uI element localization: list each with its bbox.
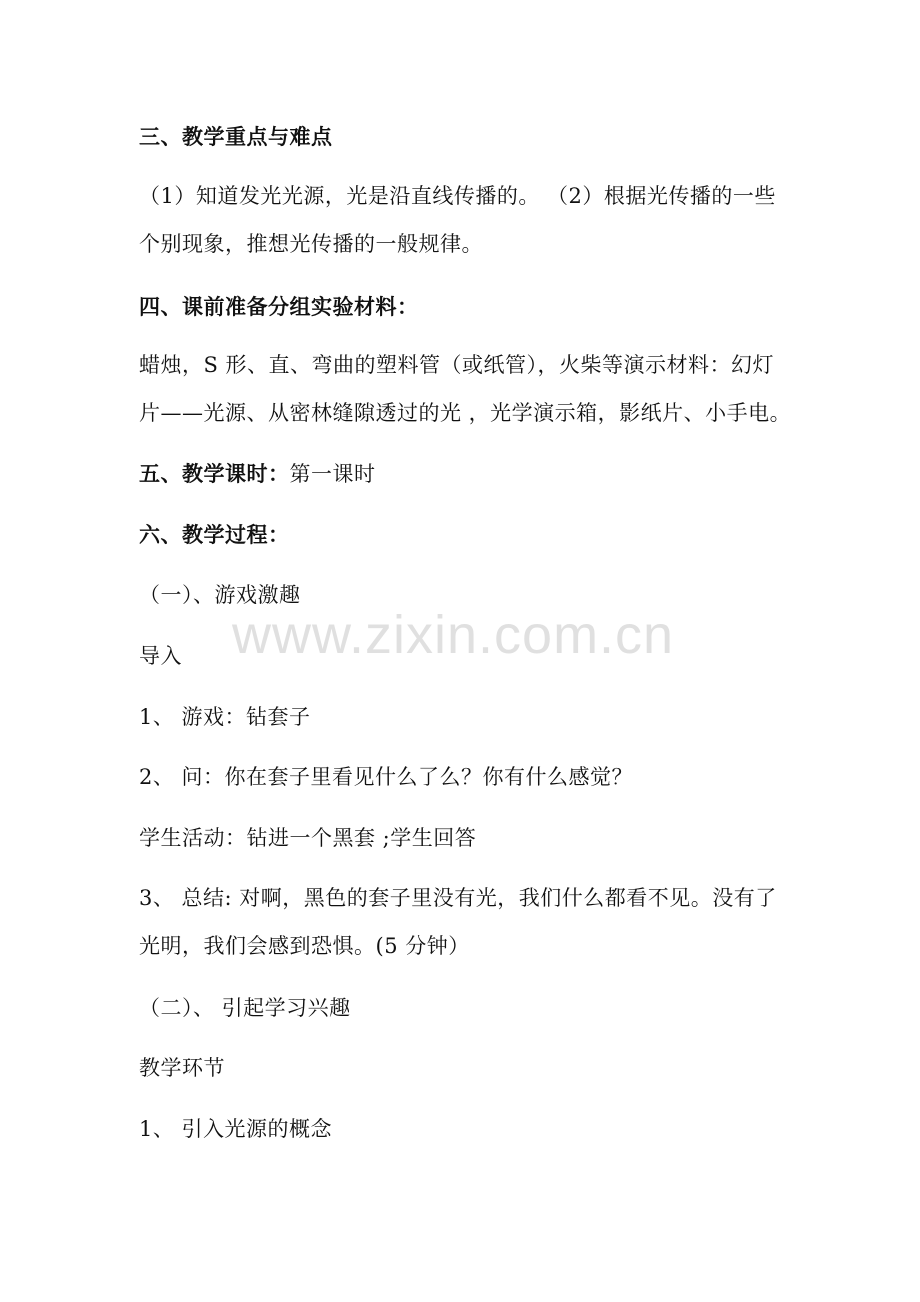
section-3-line-2: 个别现象，推想光传播的一般规律。	[139, 232, 483, 256]
section-5	[139, 460, 376, 488]
part-2-subtitle: 教学环节	[139, 1056, 225, 1080]
section-4-line-1: 蜡烛，S 形、直、弯曲的塑料管（或纸管），火柴等演示材料：幻灯	[139, 353, 775, 377]
section-5-label: 五、教学课时：	[139, 461, 290, 486]
part-2-item-1: 1、 引入光源的概念	[139, 1117, 333, 1141]
section-3-line-1: （1）知道发光光源，光是沿直线传播的。 （2）根据光传播的一些	[139, 184, 776, 208]
watermark: www.zixin.com.cn	[232, 605, 675, 665]
section-3-title: 三、教学重点与难点	[139, 124, 333, 149]
part-1-item-1: 1、 游戏：钻套子	[139, 705, 311, 729]
section-5-value: 第一课时	[289, 462, 376, 486]
section-6-title: 六、教学过程：	[139, 522, 290, 547]
part-1-subtitle: 导入	[139, 644, 182, 668]
part-1-title: （一）、游戏激趣	[139, 583, 301, 607]
part-1-activity: 学生活动：钻进一个黑套 ;学生回答	[139, 826, 477, 850]
part-1-item-3-line-1: 3、 总结: 对啊，黑色的套子里没有光，我们什么都看不见。没有了	[139, 886, 777, 910]
part-2-title: （二）、 引起学习兴趣	[139, 996, 351, 1020]
part-1-item-2: 2、 问：你在套子里看见什么了么？你有什么感觉？	[139, 765, 634, 789]
section-4-line-2: 片——光源、从密林缝隙透过的光 ，光学演示箱，影纸片、小手电。	[139, 401, 792, 425]
section-4-title: 四、课前准备分组实验材料：	[139, 294, 419, 319]
part-1-item-3-line-2: 光明，我们会感到恐惧。(5 分钟）	[139, 934, 470, 958]
